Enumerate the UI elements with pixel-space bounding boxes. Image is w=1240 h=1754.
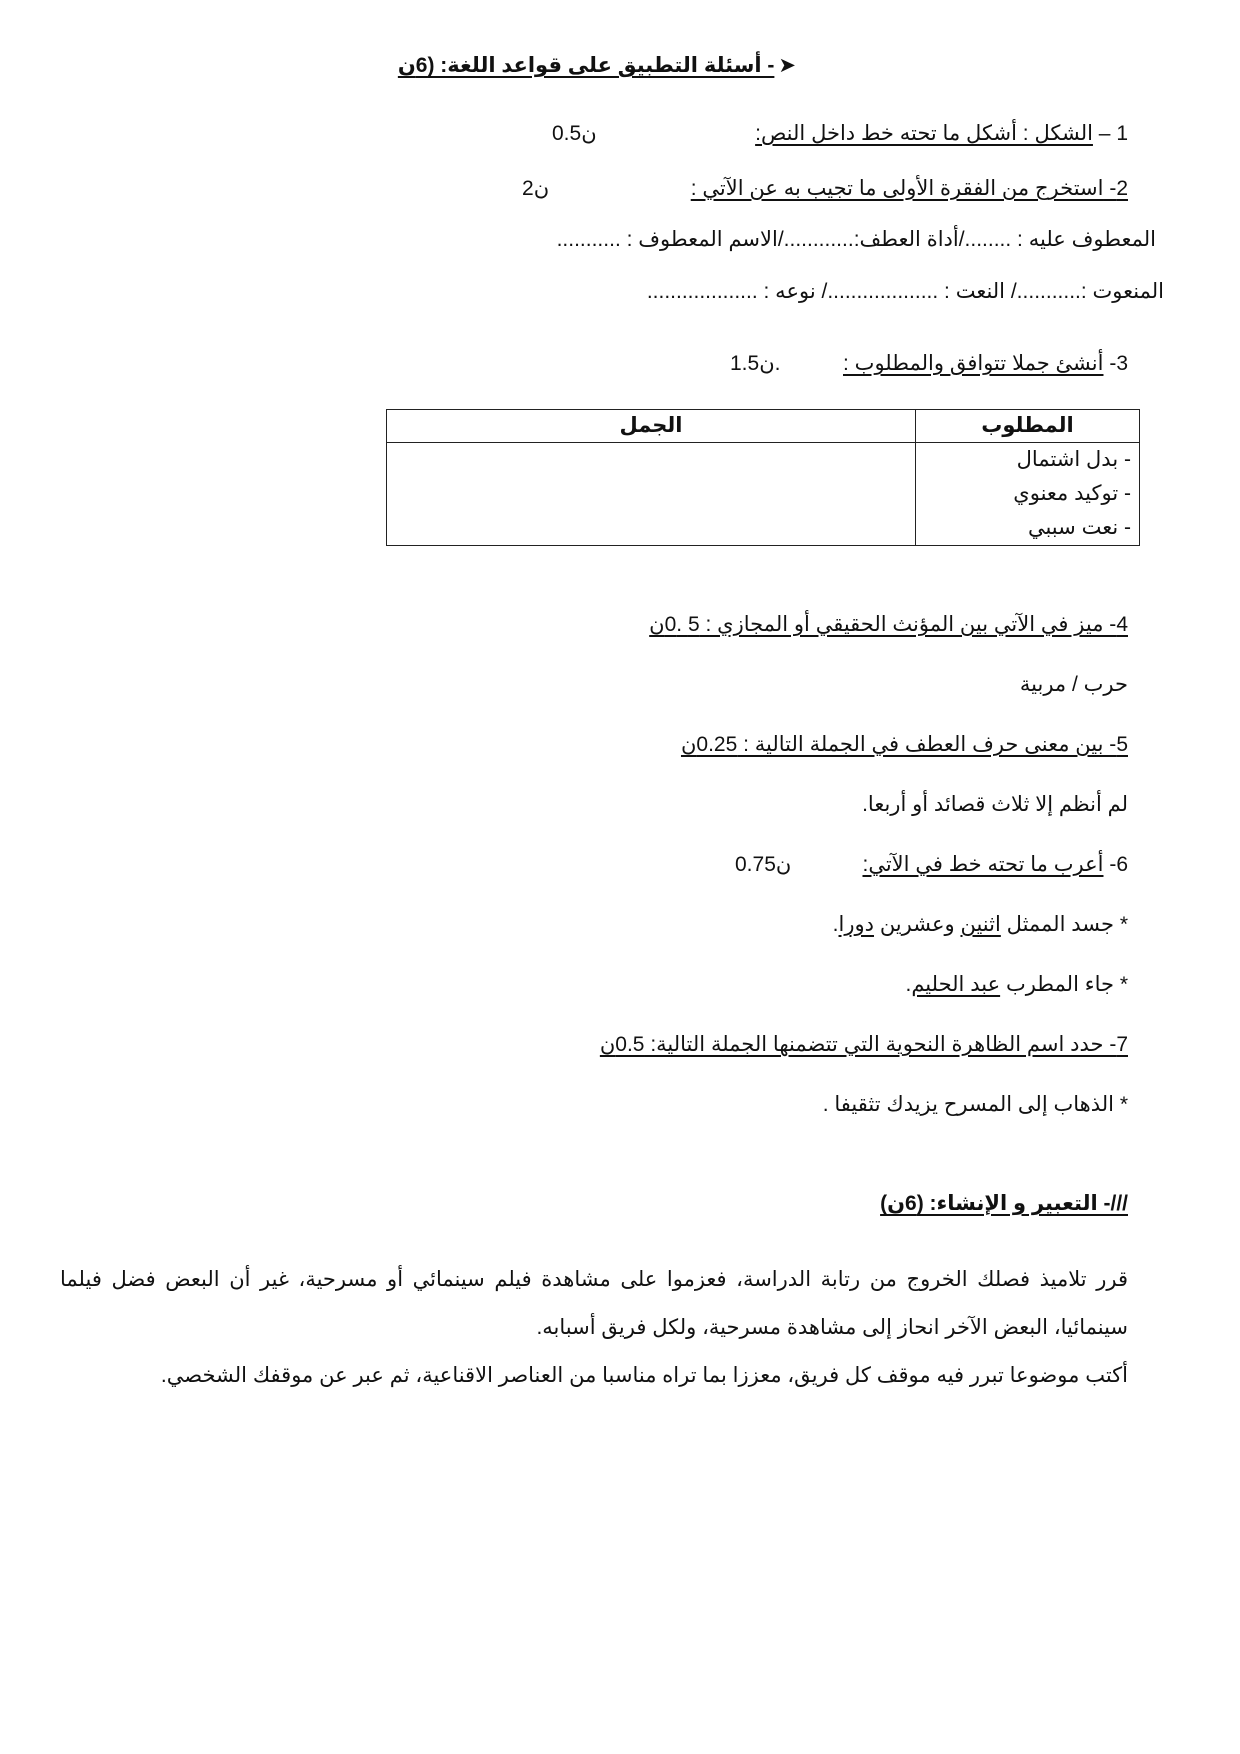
question-3: 3- أنشئ جملا تتوافق والمطلوب : (843, 352, 1128, 375)
question-4-example: حرب / مربية (1019, 673, 1128, 696)
question-6: 6- أعرب ما تحته خط في الآتي: (862, 853, 1128, 876)
question-7: 7- حدد اسم الظاهرة النحوية التي تتضمنها الجملة التالية: 0.5ن (599, 1033, 1128, 1056)
section-title-grammar-text: - أسئلة التطبيق على قواعد اللغة: (6ن (397, 54, 775, 77)
question-2: 2- استخرج من الفقرة الأولى ما تجيب به عن الآتي : (690, 177, 1128, 200)
section-title-composition: ///- التعبير و الإنشاء: (6ن) (880, 1192, 1128, 1215)
question-4: 4- ميز في الآتي بين المؤنث الحقيقي أو المجازي : 5 .0ن (649, 613, 1128, 636)
table-sentences-cell (387, 443, 916, 546)
question-5: 5- بين معنى حرف العطف في الجملة التالية : 0.25ن (680, 733, 1128, 756)
question-3-points: 1.5ن. (730, 352, 781, 375)
table-item: - توكيد معنوي (1013, 482, 1131, 505)
question-6-points: 0.75ن (735, 853, 792, 876)
question-2-line-2: المنعوت :.........../ النعت : .................../ نوعه : ................... (646, 280, 1164, 303)
question-6-text: أعرب ما تحته خط في الآتي: (862, 853, 1104, 876)
table-header-sentences: الجمل (387, 410, 916, 443)
table-required-cell (916, 443, 1140, 546)
question-1-points: 0.5ن (552, 122, 597, 145)
section-title-grammar (398, 52, 796, 80)
question-6-sentence-2: * جاء المطرب عبد الحليم. (905, 973, 1128, 996)
requirements-table (386, 409, 1140, 546)
question-5-example: لم أنظم إلا ثلاث قصائد أو أربعا. (862, 793, 1128, 816)
question-2-text: استخرج من الفقرة الأولى ما تجيب به عن الآتي : (690, 177, 1104, 200)
composition-paragraph-1: قرر تلاميذ فصلك الخروج من رتابة الدراسة، فعزموا على مشاهدة فيلم سينمائي أو مسرحية، غير أن البعض فضل فيلما سينمائيا، البعض الآخر انحاز إلى مشاهدة مسرحية، ولكل فريق أسبابه. (60, 1268, 1128, 1339)
question-6-sentence-1: * جسد الممثل اثنين وعشرين دورا. (832, 913, 1128, 936)
question-3-text: أنشئ جملا تتوافق والمطلوب : (843, 352, 1104, 375)
question-7-example: * الذهاب إلى المسرح يزيدك تثقيفا . (822, 1093, 1128, 1116)
table-item: - نعت سببي (1027, 516, 1131, 539)
composition-paragraph-2: أكتب موضوعا تبرر فيه موقف كل فريق، معززا بما تراه مناسبا من العناصر الاقناعية، ثم عبر عن موقفك الشخصي. (160, 1364, 1128, 1387)
table-item: - بدل اشتمال (1016, 448, 1131, 471)
question-1: 1 – الشكل : أشكل ما تحته خط داخل النص: (755, 122, 1128, 145)
question-2-points: 2ن (522, 177, 550, 200)
question-2-line-1: المعطوف عليه : ......../أداة العطف:............/الاسم المعطوف : ........... (556, 228, 1156, 251)
question-1-text: الشكل : أشكل ما تحته خط داخل النص: (755, 122, 1093, 145)
arrow-bullet-icon: ➤ (778, 54, 796, 77)
table-header-required: المطلوب (916, 410, 1140, 443)
